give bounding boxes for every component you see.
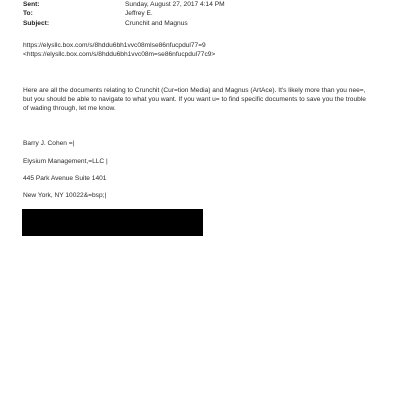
signature-street: 445 Park Avenue Suite 1401 [23,175,107,182]
subject-label: Subject: [23,19,50,27]
box-link-1: https://elysllc.box.com/s/8hddu6bh1vvc08mlse86nfucpdul77=9 [23,42,206,49]
message-line-1: Here are all the documents relating to Crunchit (Cur=tion Media) and Magnus (ArtAce). It's likely more than you nee=, [23,87,366,94]
sent-value: Sunday, August 27, 2017 4:14 PM [125,1,225,8]
subject-value: Crunchit and Magnus [125,19,188,27]
message-line-2: but you should be able to navigate to what you want. If you want u= to find specific documents to save you the trouble [23,96,366,103]
signature-company: Elysium Management,=LLC | [23,158,108,165]
to-value: Jeffrey E. [125,10,153,18]
to-label: To: [23,10,33,18]
signature-name: Barry J. Cohen =| [23,140,75,147]
sent-label: Sent: [23,1,40,8]
message-line-3: of wading through, let me know. [23,105,116,112]
link-block [23,41,383,59]
subject-row [23,19,383,28]
message-body [23,86,383,113]
to-row [23,9,383,18]
box-link-2: <https://elysllc.box.com/s/8hddu6bh1vvc08m=se86nfucpdul77c9> [23,51,216,58]
sent-row [23,0,383,9]
redaction-box [22,209,203,236]
email-header [23,0,383,28]
signature-city: New York, NY 10022&=bsp;| [23,192,107,199]
